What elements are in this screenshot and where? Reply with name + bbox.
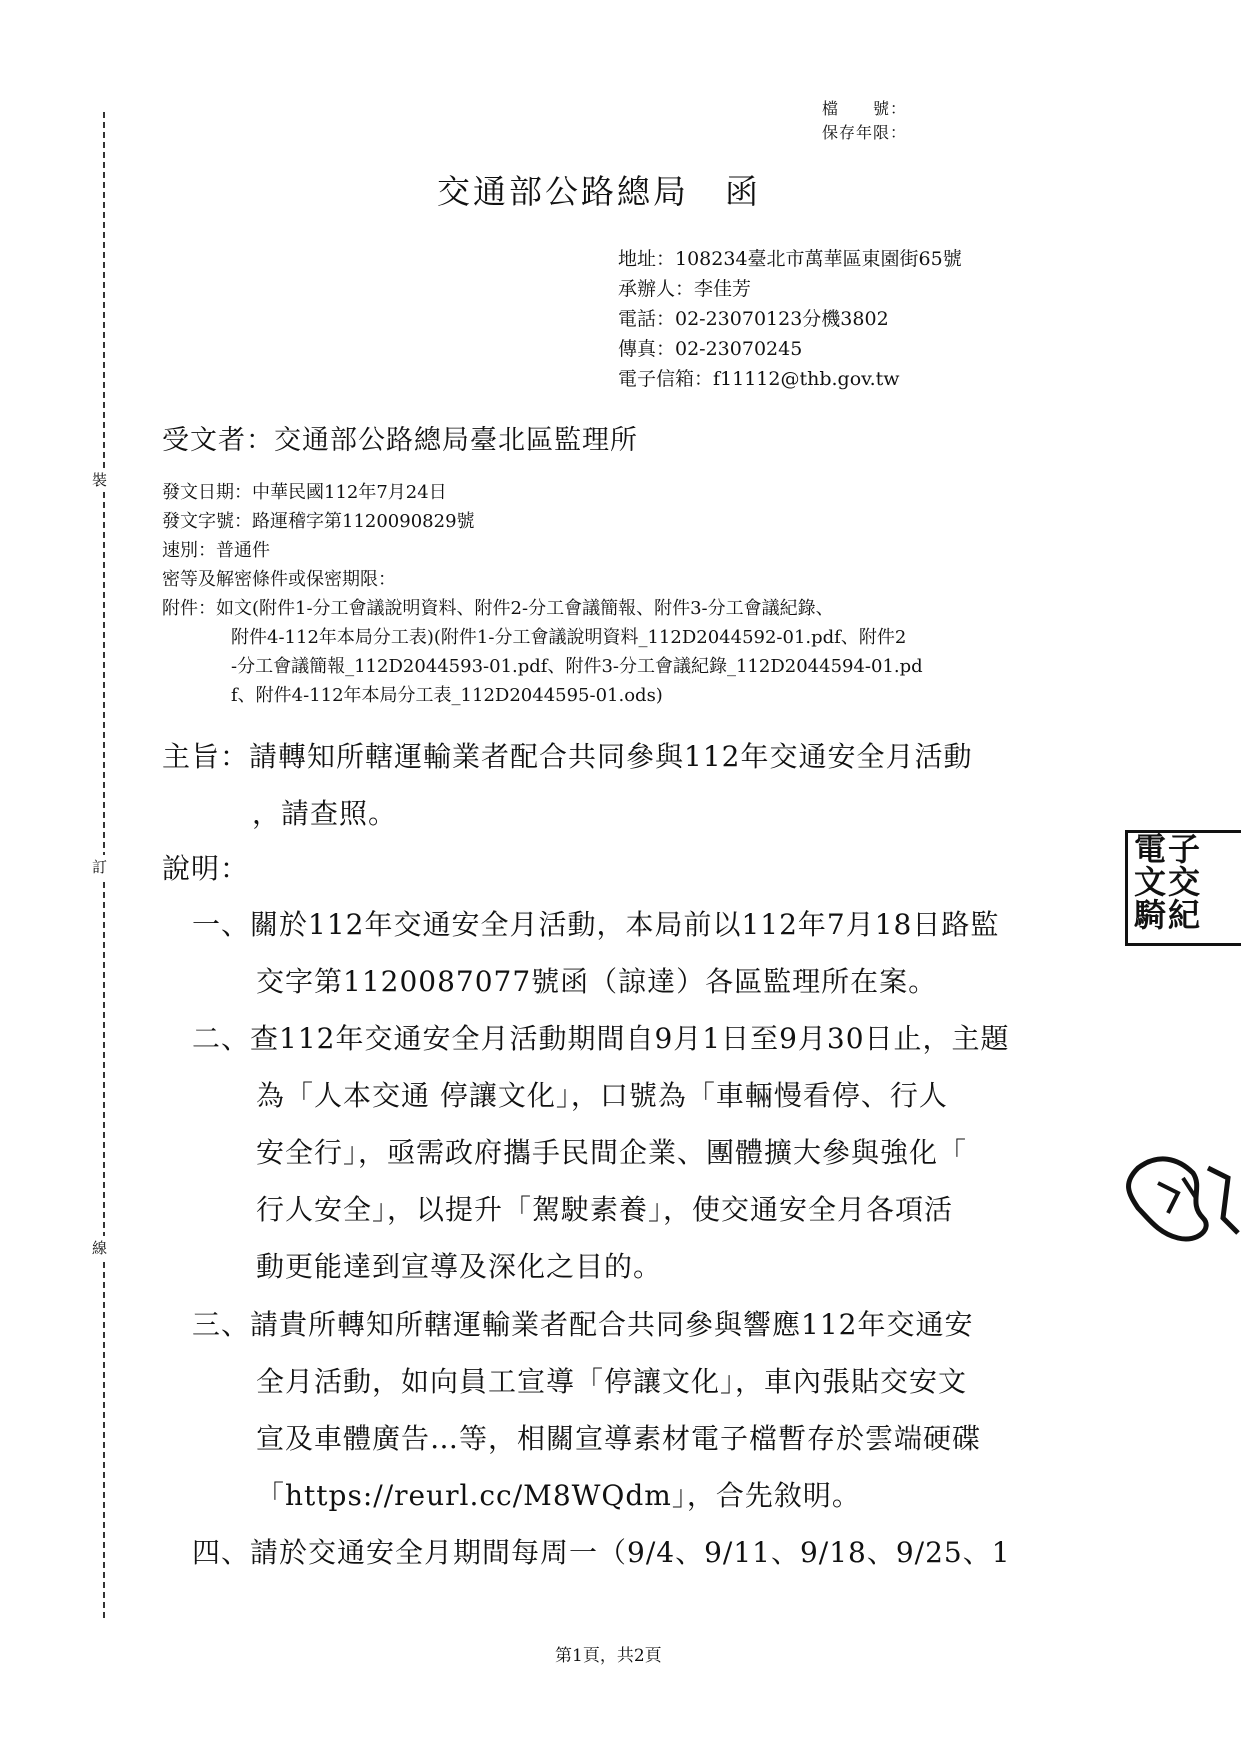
- contact-email: 電子信箱：f11112@thb.gov.tw: [618, 368, 900, 390]
- seal-row: 騎紀: [1134, 896, 1203, 934]
- binding-mark-zhuang: 裝: [92, 468, 107, 492]
- explanation-line: 動更能達到宣導及深化之目的。: [256, 1250, 663, 1283]
- document-number: 發文字號：路運稽字第1120090829號: [162, 511, 475, 532]
- seal-row: 文交: [1134, 863, 1203, 901]
- explanation-line: 四、請於交通安全月期間每周一（9/4、9/11、9/18、9/25、1: [192, 1536, 1011, 1569]
- attachments-line: 附件：如文(附件1-分工會議說明資料、附件2-分工會議簡報、附件3-分工會議紀錄、: [162, 598, 834, 619]
- attachments-line: -分工會議簡報_112D2044593-01.pdf、附件3-分工會議紀錄_112D2044594-01.pd: [231, 656, 923, 677]
- subject-line: ，請查照。: [252, 797, 398, 830]
- explanation-line: 行人安全」，以提升「駕駛素養」，使交通安全月各項活: [256, 1193, 954, 1226]
- issuance-info: [162, 478, 923, 710]
- explanation-line: 二、查112年交通安全月活動期間自9月1日至9月30日止，主題: [192, 1022, 1010, 1055]
- delivery-speed: 速別：普通件: [162, 540, 270, 561]
- contact-phone: 電話：02-23070123分機3802: [618, 308, 889, 330]
- recipient: 受文者：交通部公路總局臺北區監理所: [162, 425, 638, 456]
- issue-date: 發文日期：中華民國112年7月24日: [162, 482, 447, 503]
- contact-address: 地址：108234臺北市萬華區東園街65號: [618, 248, 962, 270]
- contact-block: [618, 244, 962, 394]
- retention-period-label: 保存年限：: [822, 123, 908, 142]
- explanation-line: 安全行」，亟需政府攜手民間企業、團體擴大參與強化「: [256, 1136, 968, 1169]
- explanation-line: 「https://reurl.cc/M8WQdm」，合先敘明。: [256, 1479, 861, 1512]
- explanation-line: 宣及車體廣告…等，相關宣導素材電子檔暫存於雲端硬碟: [256, 1422, 982, 1455]
- explanation-item-2: [192, 1010, 1010, 1295]
- seal-row: 電子: [1134, 830, 1203, 868]
- attachments-line: 附件4-112年本局分工表)(附件1-分工會議說明資料_112D2044592-01.pdf、附件2: [231, 627, 907, 648]
- document-title: 交通部公路總局 函: [437, 172, 761, 211]
- explanation-line: 一、關於112年交通安全月活動，本局前以112年7月18日路監: [192, 908, 1000, 941]
- page-number: 第1頁，共2頁: [555, 1646, 662, 1666]
- contact-handler: 承辦人：李佳芳: [618, 278, 752, 300]
- explanation-item-1: [192, 896, 999, 1010]
- explanation-item-4: [192, 1524, 1011, 1581]
- binding-mark-ding: 訂: [92, 855, 107, 879]
- explanation-line: 交字第1120087077號函（諒達）各區監理所在案。: [256, 965, 938, 998]
- explanation-line: 為「人本交通 停讓文化」，口號為「車輛慢看停、行人: [256, 1079, 948, 1112]
- electronic-document-seal: [1125, 830, 1241, 946]
- contact-fax: 傳真：02-23070245: [618, 338, 803, 360]
- attachments-line: f、附件4-112年本局分工表_112D2044595-01.ods): [231, 685, 663, 706]
- explanation-line: 全月活動，如向員工宣導「停讓文化」，車內張貼交安文: [256, 1365, 968, 1398]
- explanation-heading: 說明：: [162, 852, 250, 885]
- binding-mark-xian: 線: [92, 1236, 107, 1260]
- file-number-label: 檔 號：: [822, 99, 908, 118]
- explanation-item-3: [192, 1296, 981, 1524]
- explanation-line: 三、請貴所轉知所轄運輸業者配合共同參與響應112年交通安: [192, 1308, 974, 1341]
- secrecy-level: 密等及解密條件或保密期限：: [162, 569, 396, 590]
- partial-stamp-mark: [1118, 1148, 1241, 1248]
- subject-line: 主旨：請轉知所轄運輸業者配合共同參與112年交通安全月活動: [162, 740, 973, 773]
- subject: [162, 728, 972, 842]
